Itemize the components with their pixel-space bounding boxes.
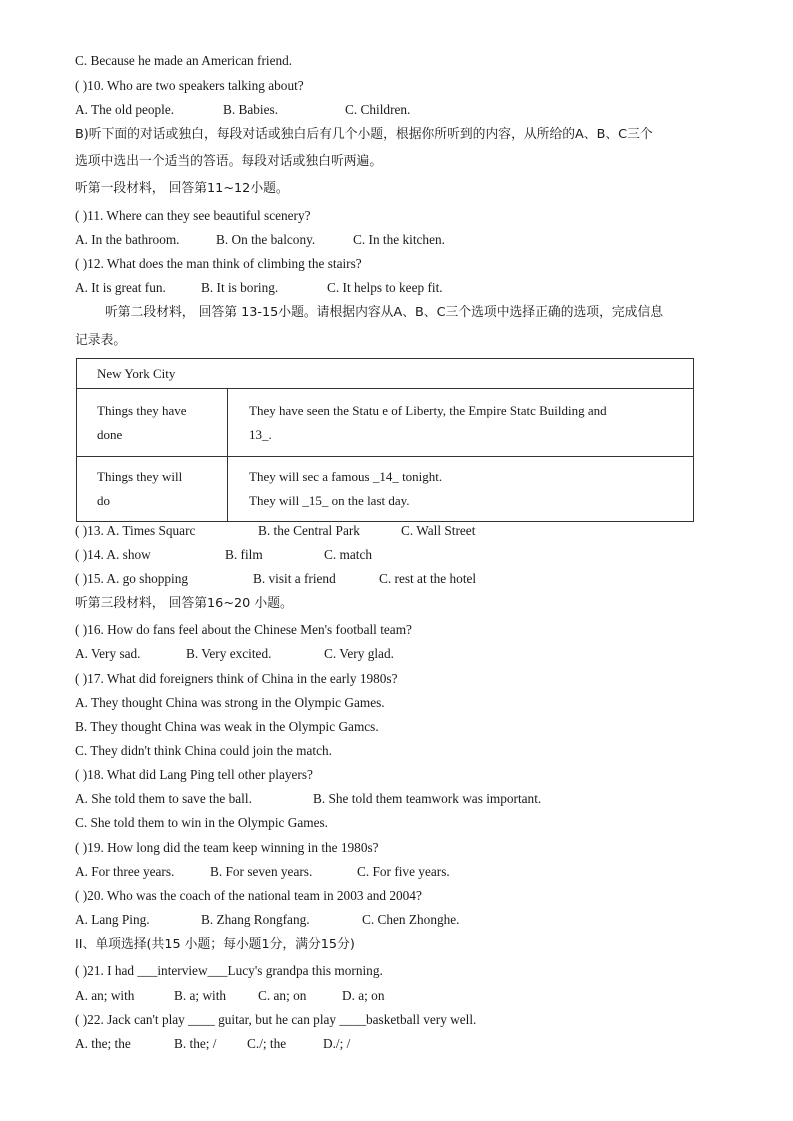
row-label: [77, 389, 228, 457]
option-a: A. It is great fun.: [75, 280, 166, 295]
question-17-option-a: A. They thought China was strong in the Olympic Games.: [75, 695, 385, 710]
section-b-instructions-line2: 选项中选出一个适当的答语。每段对话或独白听两遍。: [75, 154, 383, 169]
question-20: ( )20. Who was the coach of the national team in 2003 and 2004?: [75, 888, 422, 903]
question-12: ( )12. What does the man think of climbing the stairs?: [75, 256, 362, 271]
question-13-option-a: ( )13. A. Times Squarc: [75, 523, 196, 538]
option-a: A. the; the: [75, 1036, 131, 1051]
question-21: ( )21. I had ___interview___Lucy's grandpa this morning.: [75, 963, 383, 978]
row-value-line: They will _15_ on the last day.: [249, 493, 410, 508]
question-11: ( )11. Where can they see beautiful scenery?: [75, 208, 311, 223]
option-c: C. For five years.: [357, 864, 450, 879]
option-b: B. film: [225, 547, 263, 562]
option-b: B. She told them teamwork was important.: [313, 791, 542, 806]
row-label-line: Things they have: [97, 402, 187, 418]
question-16: ( )16. How do fans feel about the Chinese Men's football team?: [75, 622, 412, 637]
row-value: [228, 389, 694, 457]
question-17-option-b: B. They thought China was weak in the Olympic Gamcs.: [75, 719, 379, 734]
option-b: B. Babies.: [223, 102, 279, 117]
option-d: D. a; on: [342, 988, 385, 1003]
q9-option-c: C. Because he made an American friend.: [75, 53, 293, 68]
row-label-line: Things they will: [97, 469, 183, 484]
option-a: A. She told them to save the ball.: [75, 791, 252, 806]
table-title: New York City: [77, 359, 694, 389]
option-b: B. Very excited.: [186, 646, 272, 661]
question-19: ( )19. How long did the team keep winning in the 1980s?: [75, 840, 379, 855]
option-a: A. Very sad.: [75, 646, 141, 661]
row-label: [77, 457, 228, 522]
question-18: ( )18. What did Lang Ping tell other players?: [75, 767, 313, 782]
option-a: A. Lang Ping.: [75, 912, 150, 927]
option-a: A. The old people.: [75, 102, 175, 117]
option-d: D./; /: [323, 1036, 351, 1051]
question-18-option-c: C. She told them to win in the Olympic Games.: [75, 815, 328, 830]
option-b: B. Zhang Rongfang.: [201, 912, 310, 927]
part2-intro-line1: 听第二段材料， 回答第 13-15小题。请根据内容从A、B、C三个选项中选择正确的选项，完成信息: [105, 305, 664, 320]
option-a: A. For three years.: [75, 864, 175, 879]
question-14-option-a: ( )14. A. show: [75, 547, 151, 562]
option-b: B. For seven years.: [210, 864, 313, 879]
part1-intro: 听第一段材料， 回答第11~12小题。: [75, 181, 289, 196]
option-b: B. a; with: [174, 988, 227, 1003]
option-c: C. Wall Street: [401, 523, 476, 538]
row-value-line: 13_.: [249, 426, 272, 442]
section-2-heading: II、单项选择(共15 小题；每小题1分，满分15分): [75, 937, 355, 952]
question-10: ( )10. Who are two speakers talking about?: [75, 78, 304, 93]
table-row: [77, 389, 694, 457]
option-b: B. the Central Park: [258, 523, 360, 538]
row-label-line: done: [97, 426, 123, 442]
option-c: C. Chen Zhonghe.: [362, 912, 460, 927]
question-22: ( )22. Jack can't play ____ guitar, but he can play ____basketball very well.: [75, 1012, 477, 1027]
row-label-line: do: [97, 493, 110, 508]
option-b: B. the; /: [174, 1036, 217, 1051]
option-c: C./; the: [247, 1036, 287, 1051]
option-c: C. Children.: [345, 102, 411, 117]
option-c: C. It helps to keep fit.: [327, 280, 443, 295]
option-b: B. On the balcony.: [216, 232, 316, 247]
option-b: B. It is boring.: [201, 280, 279, 295]
row-value-line: They will sec a famous _14_ tonight.: [249, 469, 443, 484]
table-row: [77, 457, 694, 522]
option-c: C. an; on: [258, 988, 307, 1003]
option-c: C. match: [324, 547, 373, 562]
part2-intro-line2: 记录表。: [75, 333, 127, 348]
information-record-table: [76, 358, 694, 522]
section-b-instructions-line1: B)听下面的对话或独白，每段对话或独白后有几个小题，根据你所听到的内容，从所给的A、B、C三个: [75, 127, 653, 142]
option-c: C. rest at the hotel: [379, 571, 477, 586]
question-17: ( )17. What did foreigners think of China in the early 1980s?: [75, 671, 398, 686]
row-value: [228, 457, 694, 522]
option-c: C. Very glad.: [324, 646, 394, 661]
row-value-line: They have seen the Statu e of Liberty, the Empire Statc Building and: [249, 402, 607, 418]
question-17-option-c: C. They didn't think China could join the match.: [75, 743, 332, 758]
question-15-option-a: ( )15. A. go shopping: [75, 571, 189, 586]
part3-intro: 听第三段材料， 回答第16~20 小题。: [75, 596, 293, 611]
option-b: B. visit a friend: [253, 571, 336, 586]
option-a: A. an; with: [75, 988, 135, 1003]
option-a: A. In the bathroom.: [75, 232, 180, 247]
option-c: C. In the kitchen.: [353, 232, 445, 247]
